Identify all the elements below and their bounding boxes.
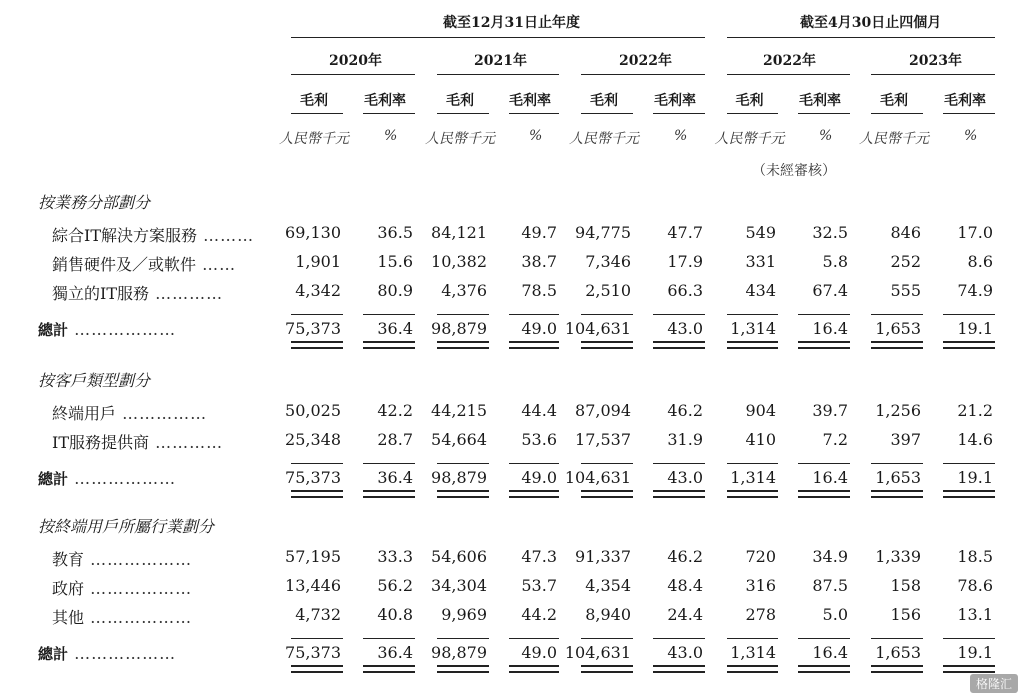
total-cell: 1,653	[875, 468, 921, 487]
table-cell: 252	[890, 252, 921, 271]
total-cell: 75,373	[285, 643, 341, 662]
row-label	[52, 401, 207, 424]
table-cell: 91,337	[575, 547, 631, 566]
table-cell: 8.6	[967, 252, 993, 271]
total-cell: 1,653	[875, 319, 921, 338]
table-cell: 397	[890, 430, 921, 449]
table-cell: 4,732	[295, 605, 341, 624]
leader-dots: ………………	[84, 550, 193, 569]
total-double-rule	[727, 665, 778, 673]
table-cell: 36.5	[377, 223, 413, 242]
total-cell: 98,879	[431, 319, 487, 338]
table-cell: 28.7	[377, 430, 413, 449]
table-cell: 53.6	[521, 430, 557, 449]
total-double-rule	[871, 341, 923, 349]
leader-dots: ………………	[84, 579, 193, 598]
table-cell: 17,537	[575, 430, 631, 449]
total-double-rule	[509, 665, 559, 673]
table-cell: 17.0	[957, 223, 993, 242]
subtotal-rule	[437, 314, 489, 315]
leader-dots: ………………	[68, 320, 177, 339]
total-cell: 49.0	[521, 643, 557, 662]
subtotal-rule	[291, 314, 343, 315]
metric-gross-profit: 毛利	[446, 93, 474, 109]
total-double-rule	[363, 490, 415, 498]
table-cell: 25,348	[285, 430, 341, 449]
total-double-rule	[581, 490, 633, 498]
metric-gross-margin: 毛利率	[799, 93, 841, 109]
total-label	[38, 643, 176, 664]
table-cell: 50,025	[285, 401, 341, 420]
table-cell: 1,901	[295, 252, 341, 271]
total-cell: 36.4	[377, 643, 413, 662]
row-label	[52, 223, 254, 246]
total-double-rule	[437, 490, 489, 498]
table-cell: 46.2	[667, 547, 703, 566]
row-label	[52, 605, 192, 628]
total-label-text: 總計	[38, 470, 69, 488]
total-double-rule	[653, 490, 705, 498]
subtotal-rule	[653, 314, 705, 315]
table-cell: 18.5	[957, 547, 993, 566]
total-cell: 104,631	[564, 468, 631, 487]
metric-gross-profit: 毛利	[735, 93, 764, 109]
total-double-rule	[363, 665, 415, 673]
table-cell: 32.5	[812, 223, 848, 242]
metric-rule	[363, 113, 415, 114]
subtotal-rule	[943, 463, 995, 464]
metric-gross-margin: 毛利率	[944, 93, 986, 109]
table-cell: 4,342	[295, 281, 341, 300]
total-cell: 16.4	[812, 468, 848, 487]
unit-pct: %	[529, 128, 543, 144]
metric-gross-margin: 毛利率	[509, 93, 551, 109]
subtotal-rule	[871, 463, 923, 464]
table-cell: 78.5	[521, 281, 557, 300]
total-cell: 98,879	[431, 468, 487, 487]
total-label-text: 總計	[38, 645, 69, 663]
total-cell: 16.4	[812, 319, 848, 338]
table-cell: 8,940	[585, 605, 631, 624]
metric-gross-profit: 毛利	[880, 93, 908, 109]
table-cell: 44.2	[521, 605, 557, 624]
subtotal-rule	[509, 463, 559, 464]
total-label	[38, 319, 176, 340]
unit-rmb: 人民幣千元	[279, 131, 349, 147]
watermark: 格隆汇	[970, 674, 1018, 693]
unit-pct: %	[819, 128, 833, 144]
total-cell: 1,314	[730, 319, 776, 338]
total-double-rule	[943, 341, 995, 349]
unit-pct: %	[674, 128, 688, 144]
unit-rmb: 人民幣千元	[859, 131, 929, 147]
metric-rule	[727, 113, 778, 114]
total-double-rule	[943, 490, 995, 498]
table-cell: 39.7	[812, 401, 848, 420]
leader-dots: ……………	[116, 404, 208, 423]
table-cell: 4,376	[441, 281, 487, 300]
total-cell: 43.0	[667, 468, 703, 487]
total-cell: 1,653	[875, 643, 921, 662]
total-cell: 104,631	[564, 319, 631, 338]
subtotal-rule	[871, 638, 923, 639]
table-cell: 2,510	[585, 281, 631, 300]
table-cell: 15.6	[377, 252, 413, 271]
metric-rule	[581, 113, 633, 114]
table-cell: 34.9	[812, 547, 848, 566]
row-label-text: 政府	[52, 579, 85, 598]
row-label-text: 綜合IT解決方案服務	[52, 226, 197, 245]
total-double-rule	[727, 341, 778, 349]
total-double-rule	[653, 665, 705, 673]
year-header: 2022年	[619, 53, 672, 69]
metric-gross-margin: 毛利率	[364, 93, 406, 109]
table-cell: 7,346	[585, 252, 631, 271]
total-cell: 19.1	[957, 643, 993, 662]
total-cell: 19.1	[957, 468, 993, 487]
year-header: 2022年	[763, 53, 816, 69]
table-cell: 57,195	[285, 547, 341, 566]
table-cell: 21.2	[957, 401, 993, 420]
row-label-text: 教育	[52, 550, 85, 569]
total-double-rule	[363, 341, 415, 349]
table-cell: 87.5	[812, 576, 848, 595]
total-double-rule	[509, 341, 559, 349]
table-cell: 278	[745, 605, 776, 624]
table-cell: 24.4	[667, 605, 703, 624]
row-label	[52, 576, 192, 599]
table-cell: 1,256	[875, 401, 921, 420]
total-double-rule	[437, 665, 489, 673]
table-cell: 74.9	[957, 281, 993, 300]
group1-title: 截至12月31日止年度	[443, 15, 580, 31]
metric-gross-margin: 毛利率	[654, 93, 696, 109]
subtotal-rule	[943, 314, 995, 315]
total-cell: 98,879	[431, 643, 487, 662]
table-cell: 47.3	[521, 547, 557, 566]
unit-rmb: 人民幣千元	[714, 131, 785, 147]
section-title: 按客戶類型劃分	[38, 371, 151, 390]
table-cell: 94,775	[575, 223, 631, 242]
subtotal-rule	[581, 314, 633, 315]
table-cell: 158	[890, 576, 921, 595]
total-double-rule	[291, 341, 343, 349]
total-cell: 1,314	[730, 643, 776, 662]
metric-rule	[291, 113, 343, 114]
row-label-text: 獨立的IT服務	[52, 284, 149, 303]
table-cell: 87,094	[575, 401, 631, 420]
table-cell: 14.6	[957, 430, 993, 449]
table-cell: 720	[745, 547, 776, 566]
table-cell: 69,130	[285, 223, 341, 242]
table-cell: 331	[745, 252, 776, 271]
table-cell: 9,969	[441, 605, 487, 624]
table-cell: 434	[745, 281, 776, 300]
table-cell: 31.9	[667, 430, 703, 449]
table-cell: 549	[745, 223, 776, 242]
table-cell: 156	[890, 605, 921, 624]
row-label	[52, 252, 236, 275]
subtotal-rule	[727, 463, 778, 464]
metric-rule	[509, 113, 559, 114]
table-cell: 555	[890, 281, 921, 300]
unit-pct: %	[384, 128, 398, 144]
table-cell: 66.3	[667, 281, 703, 300]
total-cell: 1,314	[730, 468, 776, 487]
metric-rule	[943, 113, 995, 114]
subtotal-rule	[437, 638, 489, 639]
year-rule	[291, 74, 415, 75]
row-label-text: IT服務提供商	[52, 433, 149, 452]
total-double-rule	[798, 665, 850, 673]
table-cell: 67.4	[812, 281, 848, 300]
metric-gross-profit: 毛利	[590, 93, 618, 109]
section-title: 按終端用戶所屬行業劃分	[38, 517, 215, 536]
subtotal-rule	[509, 314, 559, 315]
total-double-rule	[291, 665, 343, 673]
unit-rmb: 人民幣千元	[425, 131, 495, 147]
total-cell: 43.0	[667, 643, 703, 662]
unaudited-note: （未經審核）	[752, 163, 836, 179]
total-cell: 43.0	[667, 319, 703, 338]
table-cell: 84,121	[431, 223, 487, 242]
group1-rule	[291, 37, 705, 38]
table-cell: 34,304	[431, 576, 487, 595]
total-label	[38, 468, 176, 489]
total-double-rule	[581, 665, 633, 673]
table-cell: 46.2	[667, 401, 703, 420]
table-cell: 38.7	[521, 252, 557, 271]
row-label-text: 終端用戶	[52, 404, 117, 423]
table-cell: 13.1	[957, 605, 993, 624]
table-cell: 33.3	[377, 547, 413, 566]
subtotal-rule	[871, 314, 923, 315]
subtotal-rule	[437, 463, 489, 464]
total-double-rule	[653, 341, 705, 349]
subtotal-rule	[581, 463, 633, 464]
group2-title: 截至4月30日止四個月	[800, 15, 942, 31]
total-double-rule	[871, 490, 923, 498]
year-rule	[581, 74, 705, 75]
table-cell: 44,215	[431, 401, 487, 420]
year-header: 2021年	[474, 53, 527, 69]
subtotal-rule	[798, 314, 850, 315]
leader-dots: ……	[196, 255, 237, 274]
total-label-text: 總計	[38, 321, 69, 339]
total-cell: 49.0	[521, 468, 557, 487]
table-cell: 42.2	[377, 401, 413, 420]
table-cell: 4,354	[585, 576, 631, 595]
table-cell: 44.4	[521, 401, 557, 420]
year-rule	[437, 74, 559, 75]
section-title: 按業務分部劃分	[38, 193, 151, 212]
total-double-rule	[798, 490, 850, 498]
table-cell: 53.7	[521, 576, 557, 595]
table-cell: 78.6	[957, 576, 993, 595]
metric-gross-profit: 毛利	[300, 93, 328, 109]
table-cell: 5.8	[822, 252, 848, 271]
table-cell: 56.2	[377, 576, 413, 595]
subtotal-rule	[581, 638, 633, 639]
total-cell: 36.4	[377, 319, 413, 338]
metric-rule	[798, 113, 850, 114]
table-cell: 10,382	[431, 252, 487, 271]
leader-dots: …………	[149, 284, 224, 303]
total-double-rule	[798, 341, 850, 349]
total-double-rule	[581, 341, 633, 349]
group2-rule	[727, 37, 995, 38]
total-cell: 36.4	[377, 468, 413, 487]
unit-pct: %	[964, 128, 978, 144]
subtotal-rule	[943, 638, 995, 639]
table-cell: 54,664	[431, 430, 487, 449]
table-cell: 846	[890, 223, 921, 242]
leader-dots: ………………	[84, 608, 193, 627]
subtotal-rule	[653, 638, 705, 639]
row-label-text: 其他	[52, 608, 85, 627]
metric-rule	[437, 113, 489, 114]
subtotal-rule	[798, 638, 850, 639]
table-cell: 410	[745, 430, 776, 449]
metric-rule	[871, 113, 923, 114]
subtotal-rule	[727, 314, 778, 315]
year-header: 2020年	[329, 53, 382, 69]
table-cell: 40.8	[377, 605, 413, 624]
subtotal-rule	[653, 463, 705, 464]
table-cell: 7.2	[822, 430, 848, 449]
leader-dots: ………………	[68, 644, 177, 663]
subtotal-rule	[291, 638, 343, 639]
row-label-text: 銷售硬件及／或軟件	[52, 255, 197, 274]
subtotal-rule	[727, 638, 778, 639]
total-double-rule	[943, 665, 995, 673]
subtotal-rule	[363, 314, 415, 315]
table-cell: 54,606	[431, 547, 487, 566]
leader-dots: ………	[197, 226, 255, 245]
total-cell: 16.4	[812, 643, 848, 662]
table-cell: 48.4	[667, 576, 703, 595]
table-cell: 1,339	[875, 547, 921, 566]
subtotal-rule	[363, 638, 415, 639]
total-cell: 19.1	[957, 319, 993, 338]
year-rule	[871, 74, 995, 75]
leader-dots: ………………	[68, 469, 177, 488]
subtotal-rule	[363, 463, 415, 464]
table-cell: 13,446	[285, 576, 341, 595]
row-label	[52, 281, 223, 304]
total-cell: 104,631	[564, 643, 631, 662]
subtotal-rule	[291, 463, 343, 464]
subtotal-rule	[509, 638, 559, 639]
table-cell: 5.0	[822, 605, 848, 624]
year-header: 2023年	[909, 53, 962, 69]
table-cell: 80.9	[377, 281, 413, 300]
leader-dots: …………	[149, 433, 224, 452]
table-cell: 47.7	[667, 223, 703, 242]
total-double-rule	[871, 665, 923, 673]
year-rule	[727, 74, 850, 75]
total-cell: 75,373	[285, 319, 341, 338]
row-label	[52, 547, 192, 570]
table-cell: 316	[745, 576, 776, 595]
table-cell: 904	[745, 401, 776, 420]
total-cell: 49.0	[521, 319, 557, 338]
unit-rmb: 人民幣千元	[569, 131, 639, 147]
total-double-rule	[437, 341, 489, 349]
table-cell: 17.9	[667, 252, 703, 271]
table-cell: 49.7	[521, 223, 557, 242]
total-double-rule	[727, 490, 778, 498]
total-double-rule	[291, 490, 343, 498]
subtotal-rule	[798, 463, 850, 464]
metric-rule	[653, 113, 705, 114]
total-double-rule	[509, 490, 559, 498]
row-label	[52, 430, 223, 453]
total-cell: 75,373	[285, 468, 341, 487]
